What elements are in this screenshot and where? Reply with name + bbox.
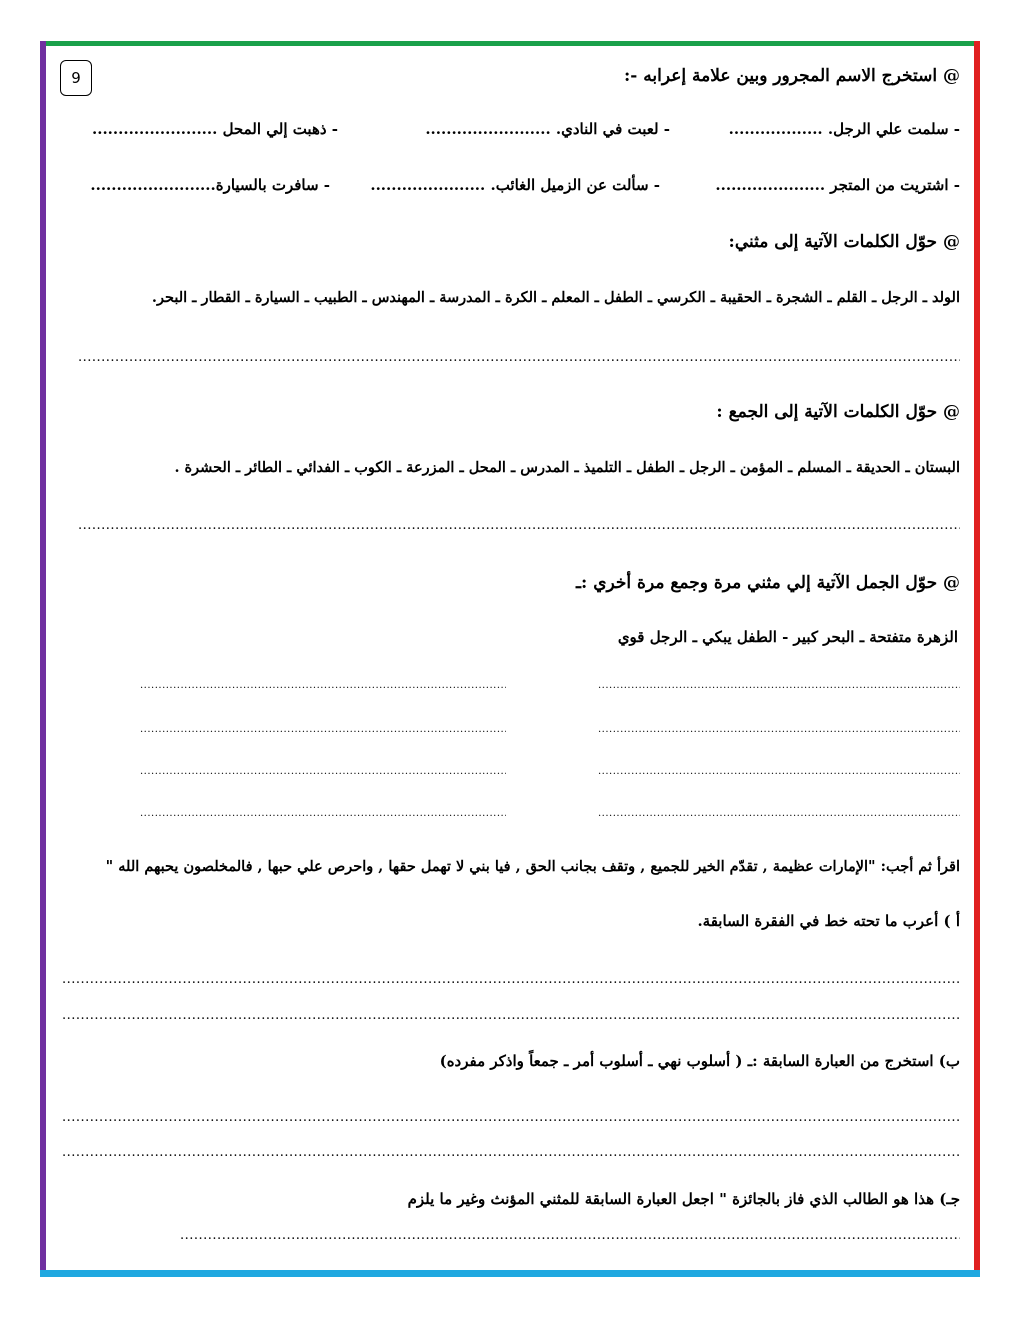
answer-line[interactable] — [78, 350, 960, 365]
section4-heading: @ حوّل الجمل الآتية إلي مثني مرة وجمع مرة أخري :ـ — [576, 573, 960, 593]
s1-item-6: - سافرت بالسيارة........................ — [90, 176, 330, 194]
answer-line[interactable] — [140, 766, 506, 777]
answer-line[interactable] — [62, 972, 960, 987]
answer-line[interactable] — [140, 680, 506, 691]
section2-heading: @ حوّل الكلمات الآتية إلى مثني: — [728, 232, 960, 252]
answer-line[interactable] — [598, 766, 960, 777]
question-b: ب) استخرج من العبارة السابقة :ـ ( أسلوب نهي ـ أسلوب أمر ـ جمعاً واذكر مفرده) — [439, 1052, 960, 1070]
section3-heading: @ حوّل الكلمات الآتية إلى الجمع : — [716, 402, 960, 422]
frame-right-border — [974, 41, 980, 1277]
answer-line[interactable] — [598, 724, 960, 735]
reading-passage: اقرأ ثم أجب: "الإمارات عظيمة , تقدّم الخير للجميع , وتقف بجانب الحق , فيا بني لا تهمل حقها , واحرص علي حبها , فالمخلصون يحبهم الله " — [105, 858, 960, 875]
section3-words: البستان ـ الحديقة ـ المسلم ـ المؤمن ـ الرجل ـ الطفل ـ التلميذ ـ المدرس ـ المحل ـ المزرعة ـ الكوب ـ الفدائي ـ الطائر ـ الحشرة . — [174, 459, 960, 476]
question-c: جـ) هذا هو الطالب الذي فاز بالجائزة " اجعل العبارة السابقة للمثني المؤنث وغير ما يلزم — [407, 1190, 960, 1208]
frame-top-border — [40, 41, 980, 46]
answer-line[interactable] — [78, 518, 960, 533]
answer-line[interactable] — [140, 808, 506, 819]
answer-line[interactable] — [62, 1008, 960, 1023]
page-number: 9 — [60, 60, 92, 96]
answer-line[interactable] — [140, 724, 506, 735]
section4-sentences: الزهرة متفتحة ـ البحر كبير - الطفل يبكي ـ الرجل قوي — [617, 628, 958, 646]
answer-line[interactable] — [598, 808, 960, 819]
frame-left-border — [40, 41, 46, 1277]
answer-line[interactable] — [598, 680, 960, 691]
s1-item-1: - سلمت علي الرجل. .................. — [728, 120, 960, 138]
s1-item-4: - اشتريت من المتجر ..................... — [715, 176, 960, 194]
answer-line[interactable] — [180, 1228, 960, 1243]
s1-item-5: - سألت عن الزميل الغائب. ...................... — [370, 176, 660, 194]
section2-words: الولد ـ الرجل ـ القلم ـ الشجرة ـ الحقيبة ـ الكرسي ـ الطفل ـ المعلم ـ الكرة ـ المدرسة ـ المهندس ـ الطبيب ـ السيارة ـ القطار ـ البحر. — [151, 289, 960, 306]
answer-line[interactable] — [62, 1110, 960, 1125]
s1-item-2: - لعبت في النادي. ........................ — [425, 120, 670, 138]
answer-line[interactable] — [62, 1145, 960, 1160]
question-a: أ ) أعرب ما تحته خط في الفقرة السابقة. — [697, 912, 960, 930]
s1-item-3: - ذهبت إلي المحل ........................ — [92, 120, 338, 138]
frame-bottom-border — [40, 1270, 980, 1277]
section1-heading: @ استخرج الاسم المجرور وبين علامة إعرابه -: — [624, 66, 960, 86]
